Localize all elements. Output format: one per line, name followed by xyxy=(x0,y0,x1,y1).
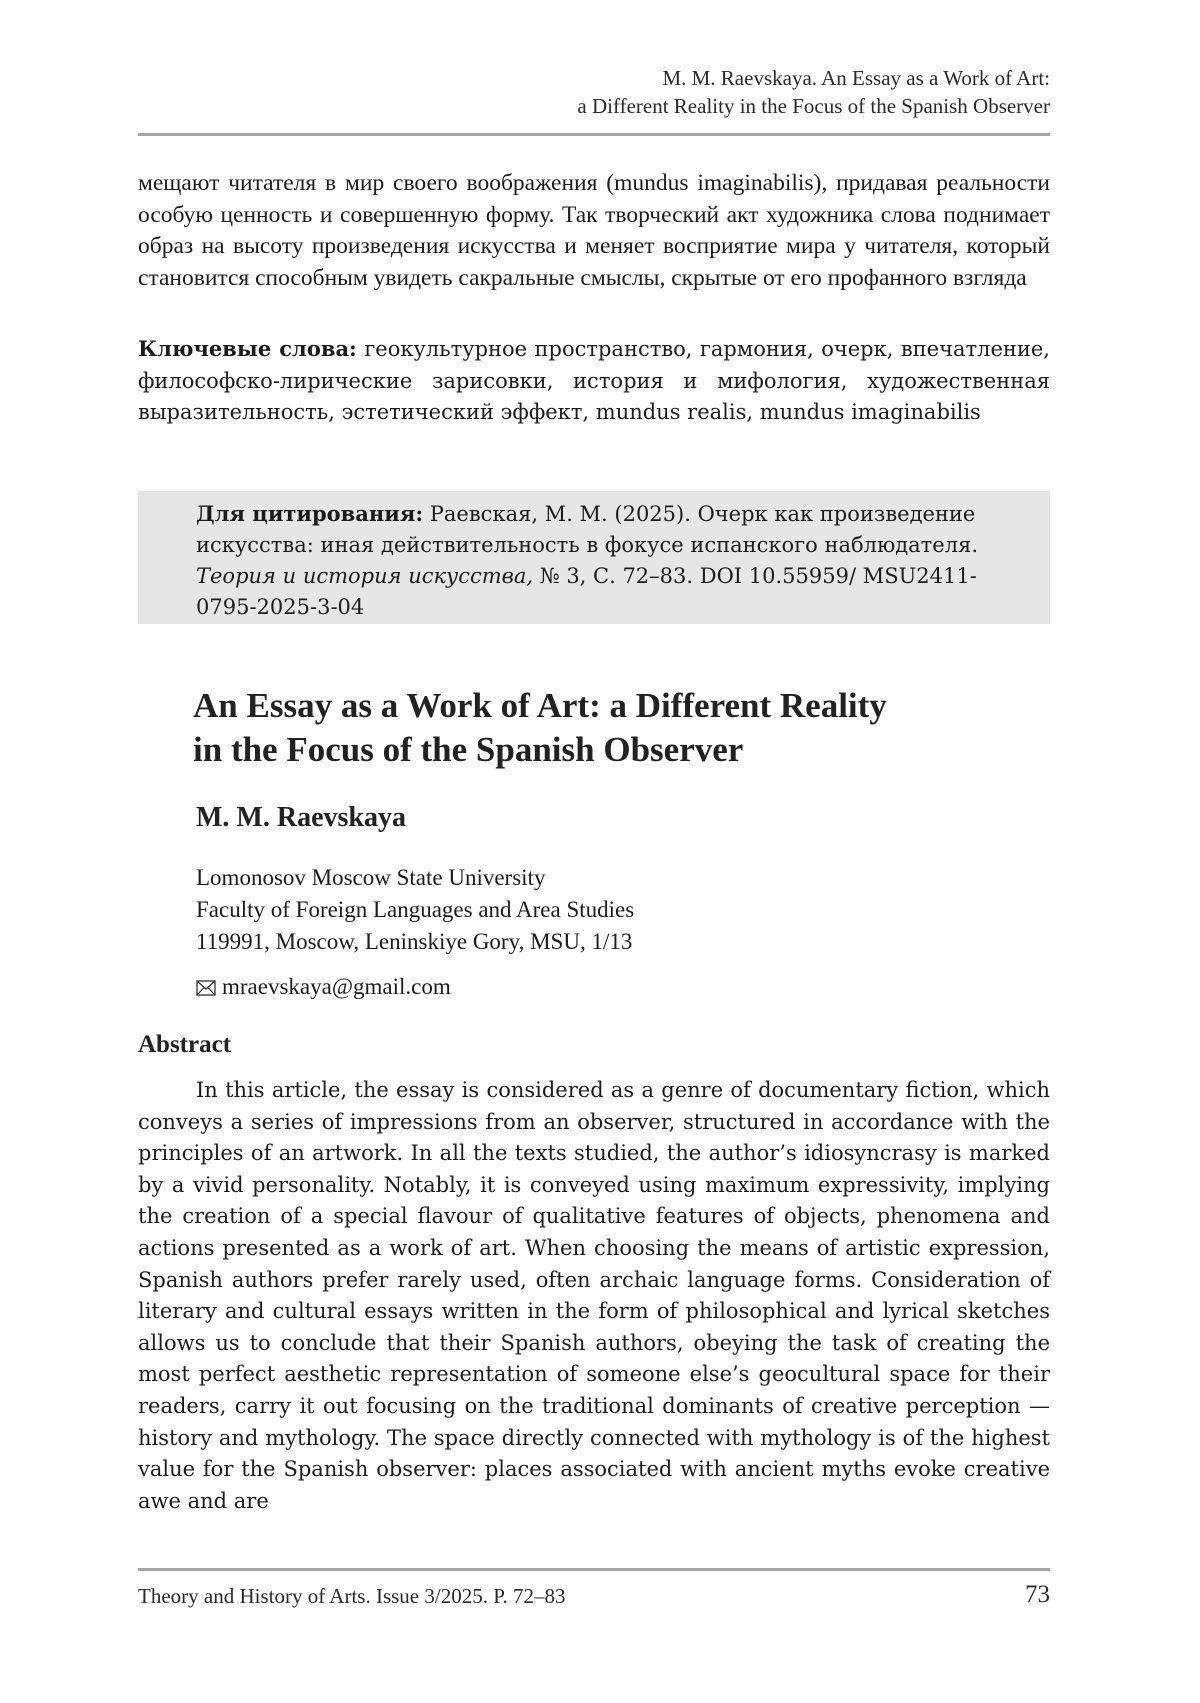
email-address[interactable]: mraevskaya@gmail.com xyxy=(222,974,451,999)
russian-abstract-continuation: мещают читателя в мир своего воображения (mundus imaginabilis), придавая реальности особую ценность и совершенную форму. Так творческий акт художника слова поднимает образ на высоту произведения искусства и меняет восприятие мира у читателя, который становится способным увидеть сакральные смыслы, скрытые от его профанного взгляда xyxy=(138,170,1050,291)
author-affiliation xyxy=(196,862,634,958)
citation-box xyxy=(138,491,1050,624)
affiliation-address: 119991, Moscow, Leninskiye Gory, MSU, 1/13 xyxy=(196,929,633,954)
citation-doi: № 3, С. 72–83. DOI 10.55959/ MSU2411-0795-2025-3-04 xyxy=(196,564,977,619)
article-title xyxy=(193,684,1013,772)
affiliation-university: Lomonosov Moscow State University xyxy=(196,865,546,890)
citation-label: Для цитирования: xyxy=(196,501,424,526)
author-name: M. M. Raevskaya xyxy=(196,802,406,833)
running-head-line-2: a Different Reality in the Focus of the Spanish Observer xyxy=(577,94,1050,118)
footer-rule xyxy=(138,1568,1050,1571)
header-rule xyxy=(138,133,1050,136)
abstract-heading: Abstract xyxy=(138,1031,232,1058)
author-email xyxy=(196,971,451,1003)
footer-journal-info: Theory and History of Arts. Issue 3/2025. P. 72–83 xyxy=(138,1584,566,1608)
citation-text xyxy=(196,498,1000,623)
article-title-line-1: An Essay as a Work of Art: a Different Reality xyxy=(193,686,887,725)
affiliation-faculty: Faculty of Foreign Languages and Area Studies xyxy=(196,897,635,922)
citation-reference: Раевская, М. М. (2025). Очерк как произведение искусства: иная действительность в фокусе испанского наблюдателя. xyxy=(196,502,978,557)
citation-journal: Теория и история искусства, xyxy=(196,564,534,588)
envelope-icon xyxy=(196,973,218,993)
keywords-paragraph xyxy=(138,333,1050,429)
keywords-text: геокультурное пространство, гармония, очерк, впечатление, философско-лирические зарисовки, история и мифология, художественная выразительность, эстетический эффект, mundus realis, mundus imaginabilis xyxy=(138,337,1050,424)
page-number: 73 xyxy=(1025,1581,1050,1608)
running-head xyxy=(450,64,1050,120)
running-head-line-1: M. M. Raevskaya. An Essay as a Work of Art: xyxy=(662,66,1050,90)
keywords-label: Ключевые слова: xyxy=(138,336,357,361)
article-title-line-2: in the Focus of the Spanish Observer xyxy=(193,730,744,769)
abstract-body: In this article, the essay is considered as a genre of documentary fiction, which conveys a series of impressions from an observer, structured in accordance with the principles of an artwork. In all the texts studied, the author’s idiosyncrasy is marked by a vivid personality. Notably, it is conveyed using maximum expressivity, implying the creation of a special flavour of qualitative features of objects, phenomena and actions presented as a work of art. When choosing the means of artistic expression, Spanish authors prefer rarely used, often archaic language forms. Consideration of literary and cultural essays written in the form of philosophical and lyrical sketches allows us to conclude that their Spanish authors, obeying the task of creating the most perfect aesthetic representation of someone else’s geocultural space for their readers, carry it out focusing on the traditional dominants of creative perception — history and mythology. The space directly connected with mythology is of the highest value for the Spanish observer: places associated with ancient myths evoke creative awe and are xyxy=(138,1078,1050,1513)
